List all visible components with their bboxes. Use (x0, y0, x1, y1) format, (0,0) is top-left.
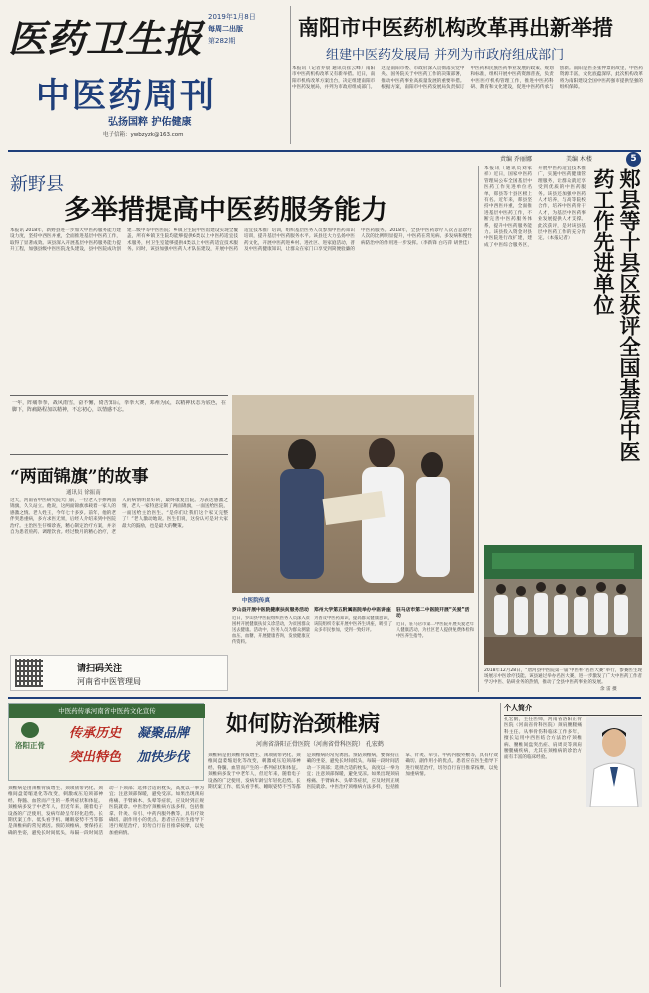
top-story-body: 本报讯（记者乔晨 通讯员崔云峰）南阳市中医药机构改革又有新举措。近日，南阳市机构改革方案出台，决定组建南阳市中医药发展局，并列为市政府组成部门。这是南阳市委、市政府深入贯彻落实党中央、国务院关于中医药工作的决策部署，推动中医药事业高质量发展的重要举措。根据方案，南阳市中医药发展局负责拟订中医药和民族医药事业发展的政策、规划和标准，组织开展中医药资源普查，负责中医医疗机构管理工作，推进中医药科研、教育和文化建设，促进中医药传承与创新。南阳是医圣张仲景的故里，中医药资源丰富，文化底蕴深厚，此次机构改革将为南阳建设全国中医药强市提供坚强的组织保障。 (292, 66, 643, 91)
xinye-story (10, 166, 472, 390)
supplement-title: 中医药周刊 (36, 76, 216, 116)
banner-ad-header: 中医药传承河南省中医药文化宣传 (9, 704, 205, 718)
column-news-item-title: 郑州大学第五附属医院举办中医讲座 (314, 608, 391, 613)
neck-story-byline: 河南省洛阳正骨医院（河南省骨科医院） 孔宏鹤 (256, 741, 384, 748)
photo-caption: 2018年12月28日，“唐河县中医院第一届‘中医杯’名医大赛”举行，参赛医生现场展示中医诊疗技能。该县通过举办名医大赛，进一步激发了广大中医药工作者学习中医、钻研业务的热情，推动了全县中医药事业的发展。 (484, 668, 642, 685)
profile-box (504, 703, 642, 987)
neck-story-headline: 如何防治颈椎病 (226, 711, 381, 737)
right-story-headline: 郏县等十县区获评全国基层中医药工作先进单位 (591, 168, 642, 462)
profile-label: 个人简介 (504, 703, 642, 716)
two-banners-headline: “两面锦旗”的故事 (10, 467, 149, 487)
doctor-portrait (586, 717, 642, 807)
column-news-item-body: 近日，罗山县中医院组织医务人员深入贫困村开展健康扶贫义诊活动，为贫困群众送去健康。活动中，医务人员为群众测量血压、血糖，开展健康咨询，发放健康宣传资料。 (232, 616, 310, 645)
column-news-item (396, 608, 474, 692)
column-news-item-title: 驻马店市第二中医院开展“关爱”活动 (396, 608, 470, 619)
masthead-email: 电子信箱：ywbzyzk@163.com (103, 132, 184, 138)
masthead-slogan: 弘扬国粹 护佑健康 (108, 117, 192, 128)
masthead-date: 2019年1月8日 (208, 13, 256, 21)
qr-code-icon (15, 659, 43, 687)
column-news-item-title: 罗山县开展中医院健康扶贫服务活动 (232, 608, 309, 613)
xinye-headline: 多举措提高中医药服务能力 (64, 195, 388, 226)
top-story-headline: 南阳市中医药机构改革再出新举措 (298, 15, 613, 40)
two-banners-byline: 通讯员 徐振南 (66, 490, 101, 496)
award-photo (232, 395, 474, 593)
xinye-kicker: 新野县 (10, 174, 64, 195)
column-news-item-body: 近日，驻马店市第二中医院开展关爱老年人健康活动，为社区老人提供免费体检和中医养生指导。 (396, 622, 474, 639)
qr-org-name: 河南省中医管理局 (77, 677, 141, 686)
profile-text: 孔宏鹤，主任医师，河南省洛阳正骨医院（河南省骨科医院）颈肩腰腿痛科主任。从事骨伤科临床工作多年，擅长运用中西医结合方法治疗颈椎病、腰椎间盘突出症、肩周炎等颈肩腰腿痛疾病，尤其在颈椎病的诊治方面有丰富的临床经验。 (504, 717, 582, 761)
masthead (8, 6, 283, 146)
pull-quote-box (10, 395, 228, 455)
masthead-issue: 第282期 (208, 37, 236, 45)
column-news-item-body: 为普及中医药知识，提高群众健康意识，该院组织专家开展中医养生讲座，吸引了众多市民参加，受到一致好评。 (314, 616, 392, 633)
qr-ad (10, 655, 228, 691)
masthead-logo: 医药卫生报 (8, 16, 204, 61)
photo-credit: 余 雷 摄 (600, 687, 617, 692)
column-news (232, 596, 474, 692)
pull-quote: 一年，阵痛拳拳，战风雨雪，奋不懈，倚苦知后，拳拳大赛，邓州为民，以精神状态为底色，在脚下，阵痛路程加以精神，不忘初心，以情感不忘。 (12, 400, 226, 413)
two-banners-story (10, 462, 228, 652)
editor-credit: 责编 乔丽娜 (500, 156, 532, 163)
neck-story-body-left: 颈椎病是由颈椎骨质增生、颈项韧带钙化、颈椎间盘萎缩退化等改变，刺激或压迫颈部神经、脊髓、血管而产生的一系列症状和体征。颈椎病多发于中老年人，但近年来，随着电子设备的广泛使用，发病年龄呈年轻化趋势。长期伏案工作、低头看手机、睡眠姿势不当等都是颈椎病的常见诱因。预防颈椎病，要保持正确的坐姿，避免长时间低头，每隔一段时间活动一下颈部；选择合适的枕头，高度以一拳为宜；注意颈部保暖，避免受凉。如果出现颈肩疼痛、手臂麻木、头晕等症状，应及时到正规医院就诊。中医治疗颈椎病方法多样，包括推拿、针灸、牵引、中药内服外敷等，具有疗效确切、副作用小的优点。患者应在医生指导下进行规范治疗，切勿自行盲目推拿按摩，以免加重病情。 (8, 786, 204, 836)
qr-label: 请扫码关注 (77, 664, 123, 674)
column-news-label: 中医院传真 (242, 598, 270, 604)
banner-ad-line3: 突出特色 (69, 750, 122, 765)
two-banners-body: 这天，河南省中医研究院大门前，一位老人手捧两面锦旗，久久站立。他说，这两面锦旗承载着一家人的感激之情。老人姓王，今年七十多岁。前年，他的老伴突患重病，多方求医无果，后经人介绍来到中医院治疗。主治医生仔细诊查，精心制定治疗方案，并亲自为患者煎药、调理饮食。经过数月的精心治疗，老人的病情明显好转，最终康复出院。为表达感激之情，老人一家特意定制了两面锦旗，一面送给医院，一面送给主治医生。“是你们让我们这个家又完整了！”老人激动地说。医生们说，这份认可是对大家最大的鼓励，也是最大的鞭策。 (10, 498, 228, 536)
xinye-body: 本报讯 2018年，新野县进一步加大中医药服务能力建设力度，坚持中西医并重，全面推进基层中医药工作，取得了显著成效。该县深入开展基层中医药服务能力提升工程，加强县级中医医院龙头建设，县中医院成功创建二级甲等中医医院；乡镇卫生院中医馆建设实现全覆盖，所有乡镇卫生院均能够提供6类以上中医药适宜技术服务，村卫生室能够提供4类以上中医药适宜技术服务。同时，该县加强中医药人才队伍建设，开展中医药适宜技术推广培训，组织基层医务人员参加中医药知识培训，提升基层中医药服务水平。该县还大力弘扬中医药文化，开展中医药进乡村、进社区、进家庭活动，普及中医药健康知识，让群众在家门口享受到简便验廉的中医药服务。2018年，全县中医药诊疗人次占总诊疗人次的比例明显提升，中医药在常见病、多发病和慢性病防治中的作用进一步发挥。（李新锋 白巧萍 胡世佳） (10, 228, 472, 253)
top-story-subheadline: 组建中医药发展局 并列为市政府组成部门 (326, 48, 565, 63)
right-story-body: 本报讯（通讯员刘家祥）近日，国家中医药管理局公布全国基层中医药工作先进单位名单，郏县等十县区榜上有名。近年来，郏县坚持中西医并重，全面推进基层中医药工作，不断完善中医药服务体系，提升中医药服务能力。该县投入资金对县中医院进行改扩建，建成了中医综合服务区，开展中医药适宜技术推广，实施中医药健康管理服务，让群众就近享受到优质的中医药服务。该县还加强中医药人才培养，与高等院校合作，培养中医药骨干人才，为基层中医药事业发展提供人才支撑。此次获评，是对该县基层中医药工作的充分肯定。（本报记者） (484, 166, 586, 248)
banner-ad-line4: 加快步伐 (137, 750, 190, 765)
banner-ad-line2: 凝聚品牌 (137, 726, 190, 741)
contest-photo (484, 545, 642, 665)
page-number: 5 (630, 154, 637, 164)
right-story (484, 166, 642, 531)
page-number-badge (626, 152, 641, 167)
neck-story-body-upper: 颈椎病是由颈椎骨质增生、颈项韧带钙化、颈椎间盘萎缩退化等改变，刺激或压迫颈部神经、脊髓、血管而产生的一系列症状和体征。颈椎病多发于中老年人，但近年来，随着电子设备的广泛使用，发病年龄呈年轻化趋势。长期伏案工作、低头看手机、睡眠姿势不当等都是颈椎病的常见诱因。预防颈椎病，要保持正确的坐姿，避免长时间低头，每隔一段时间活动一下颈部；选择合适的枕头，高度以一拳为宜；注意颈部保暖，避免受凉。如果出现颈肩疼痛、手臂麻木、头晕等症状，应及时到正规医院就诊。中医治疗颈椎病方法多样，包括推拿、针灸、牵引、中药内服外敷等，具有疗效确切、副作用小的优点。患者应在医生指导下进行规范治疗，切勿自行盲目推拿按摩，以免加重病情。 (208, 753, 498, 791)
top-story (292, 8, 643, 146)
brand-logo: 洛阳正骨 (15, 741, 45, 750)
masthead-edition: 每周二出版 (208, 25, 243, 33)
column-news-item (314, 608, 392, 692)
column-news-item (232, 608, 310, 692)
banner-ad-line1: 传承历史 (69, 726, 122, 741)
designer-credit: 美编 木楼 (566, 156, 592, 163)
